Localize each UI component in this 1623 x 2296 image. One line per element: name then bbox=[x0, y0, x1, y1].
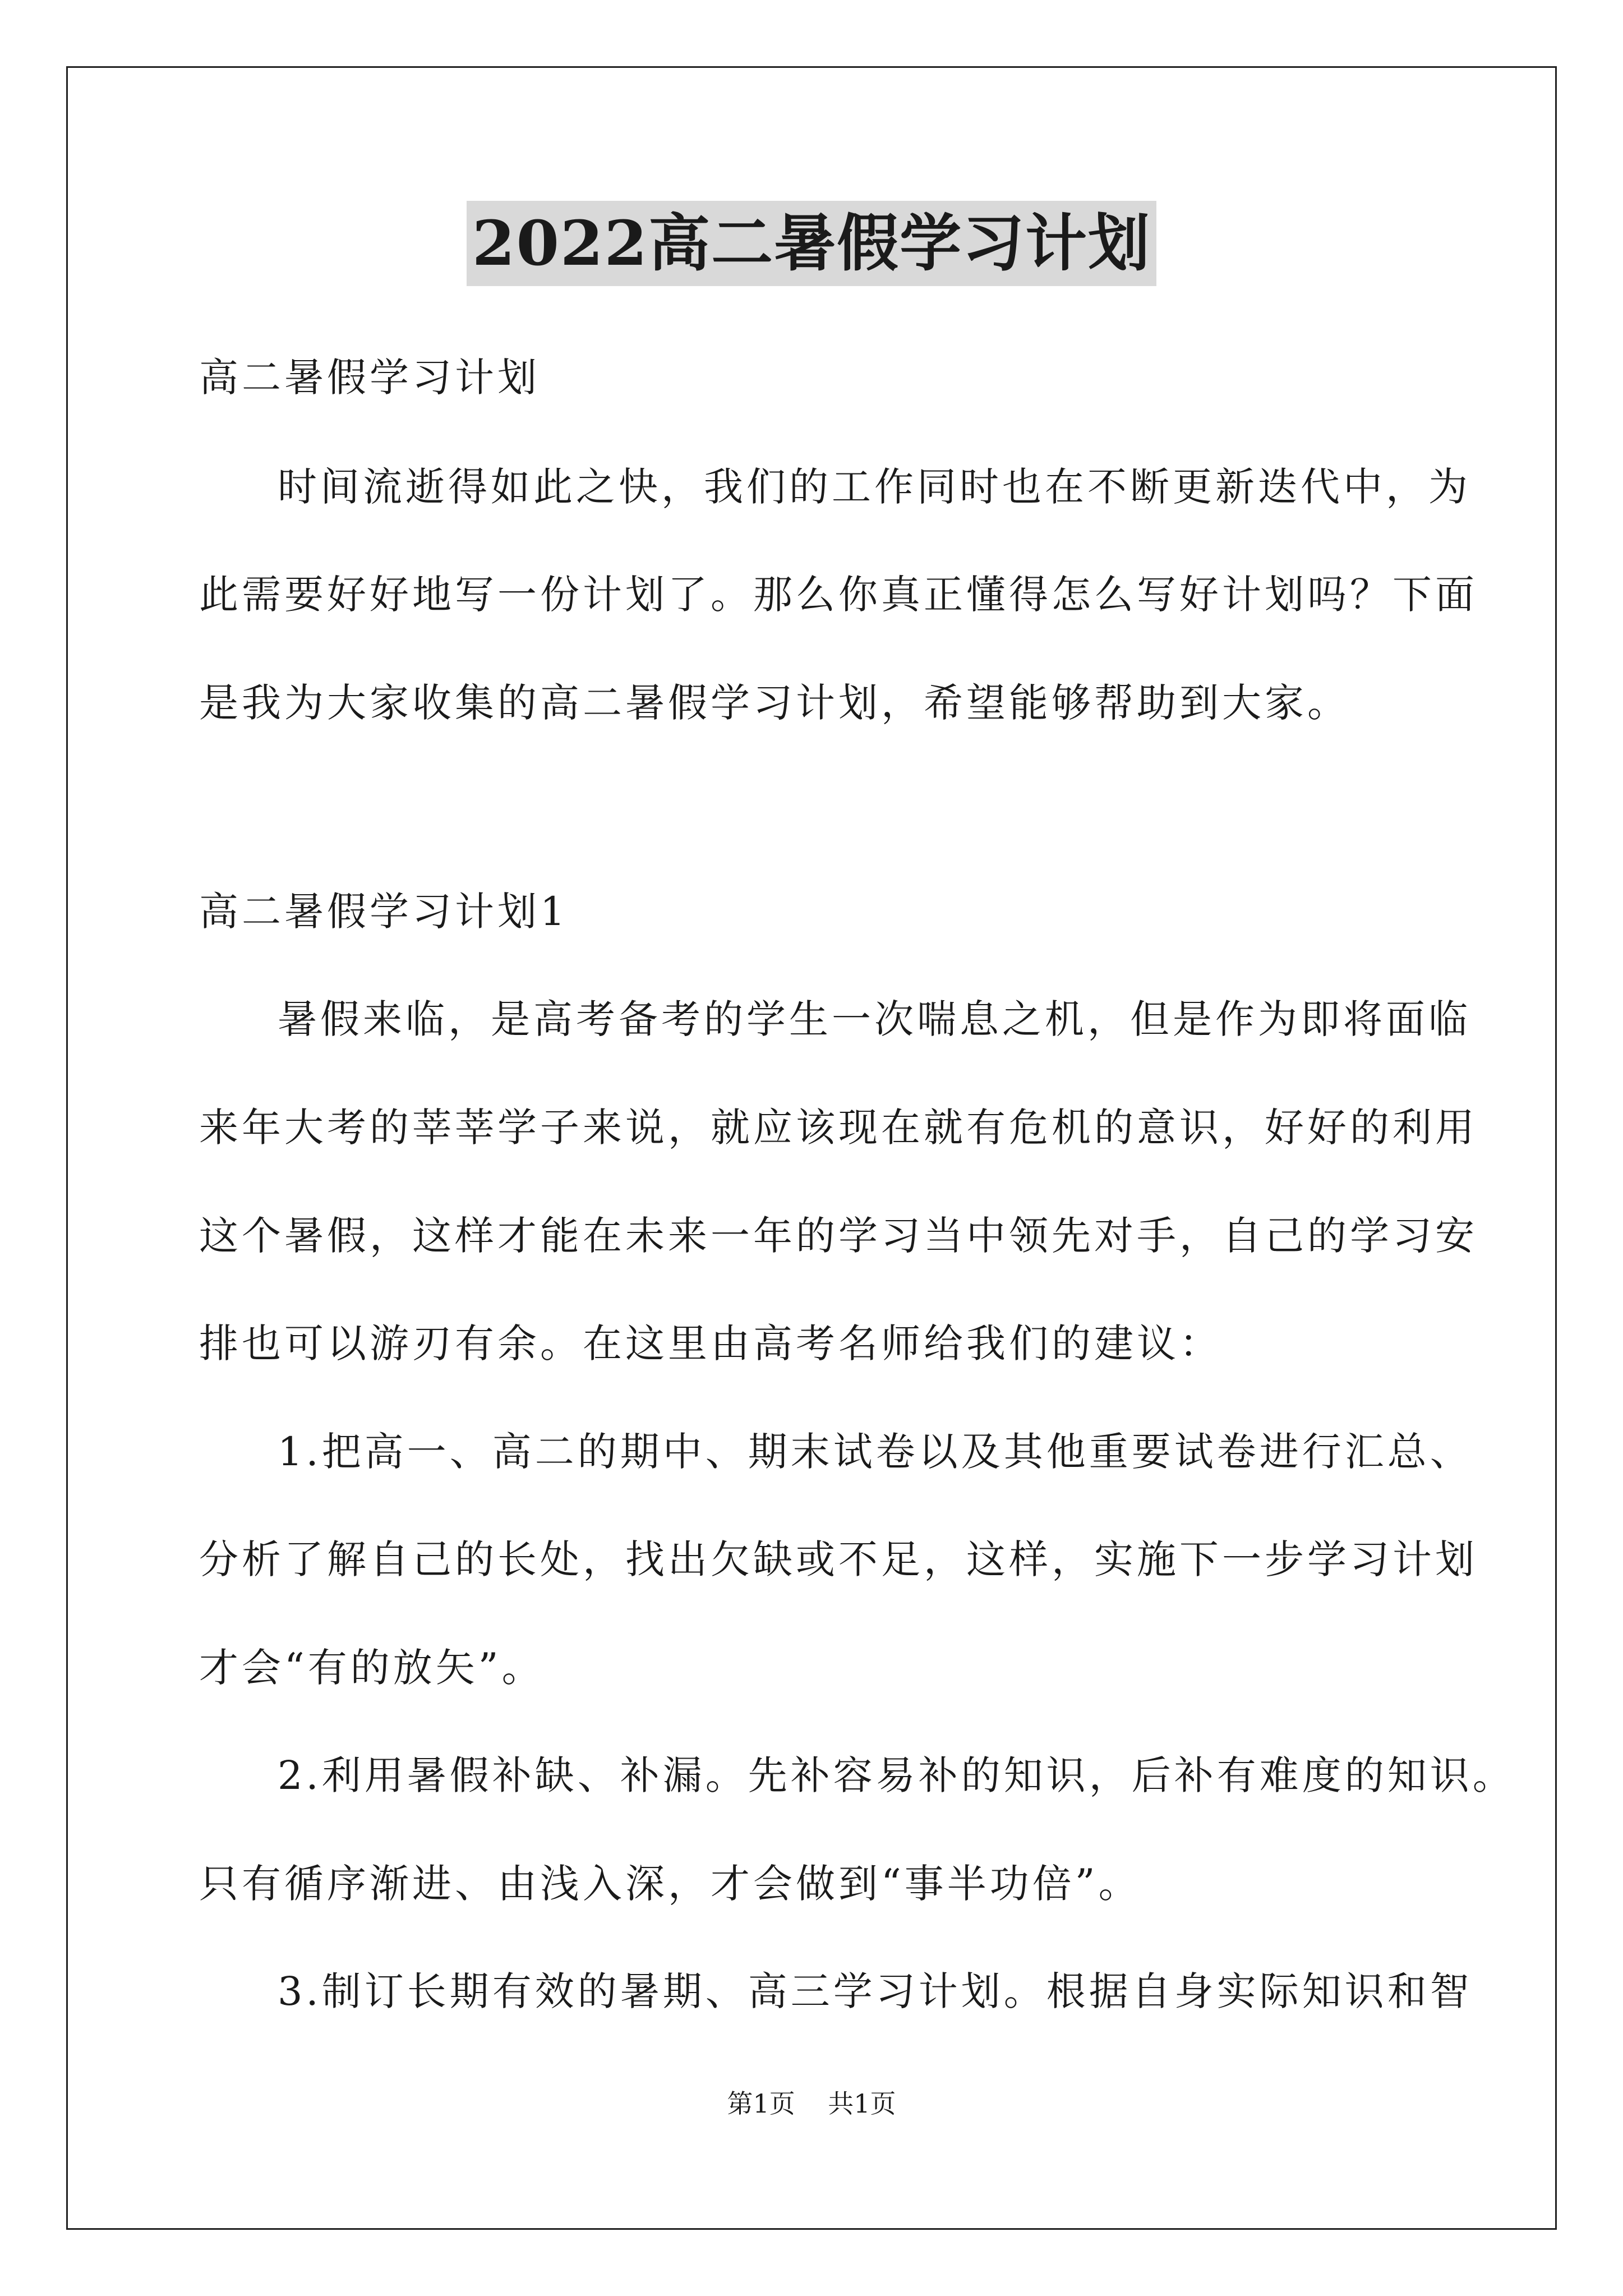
paragraph-line: 这个暑假，这样才能在未来一年的学习当中领先对手，自己的学习安 bbox=[199, 1213, 1478, 1259]
list-item-line: 3.制订长期有效的暑期、高三学习计划。根据自身实际知识和智 bbox=[278, 1968, 1473, 2014]
paragraph-line: 来年大考的莘莘学子来说，就应该现在就有危机的意识，好好的利用 bbox=[199, 1105, 1478, 1151]
paragraph-line: 暑假来临，是高考备考的学生一次喘息之机，但是作为即将面临 bbox=[278, 996, 1471, 1042]
paragraph-line: 时间流逝得如此之快，我们的工作同时也在不断更新迭代中，为 bbox=[278, 464, 1471, 510]
list-item-line: 1.把高一、高二的期中、期末试卷以及其他重要试卷进行汇总、 bbox=[278, 1429, 1473, 1475]
document-title: 2022高二暑假学习计划 bbox=[467, 201, 1156, 286]
list-item-line: 2.利用暑假补缺、补漏。先补容易补的知识，后补有难度的知识。 bbox=[278, 1752, 1515, 1798]
list-item-line: 只有循序渐进、由浅入深，才会做到“事半功倍”。 bbox=[199, 1861, 1141, 1907]
title-container bbox=[0, 201, 1623, 286]
list-item-line: 分析了解自己的长处，找出欠缺或不足，这样，实施下一步学习计划 bbox=[199, 1536, 1478, 1582]
paragraph-line: 是我为大家收集的高二暑假学习计划，希望能够帮助到大家。 bbox=[199, 680, 1350, 726]
list-item-line: 才会“有的放矢”。 bbox=[199, 1645, 545, 1691]
paragraph-line: 排也可以游刃有余。在这里由高考名师给我们的建议： bbox=[199, 1320, 1222, 1366]
paragraph-line: 此需要好好地写一份计划了。那么你真正懂得怎么写好计划吗？下面 bbox=[199, 572, 1478, 618]
document-subtitle: 高二暑假学习计划 bbox=[199, 355, 540, 401]
page-footer: 第1页 共1页 bbox=[727, 2088, 896, 2119]
section-heading: 高二暑假学习计划1 bbox=[199, 889, 569, 935]
